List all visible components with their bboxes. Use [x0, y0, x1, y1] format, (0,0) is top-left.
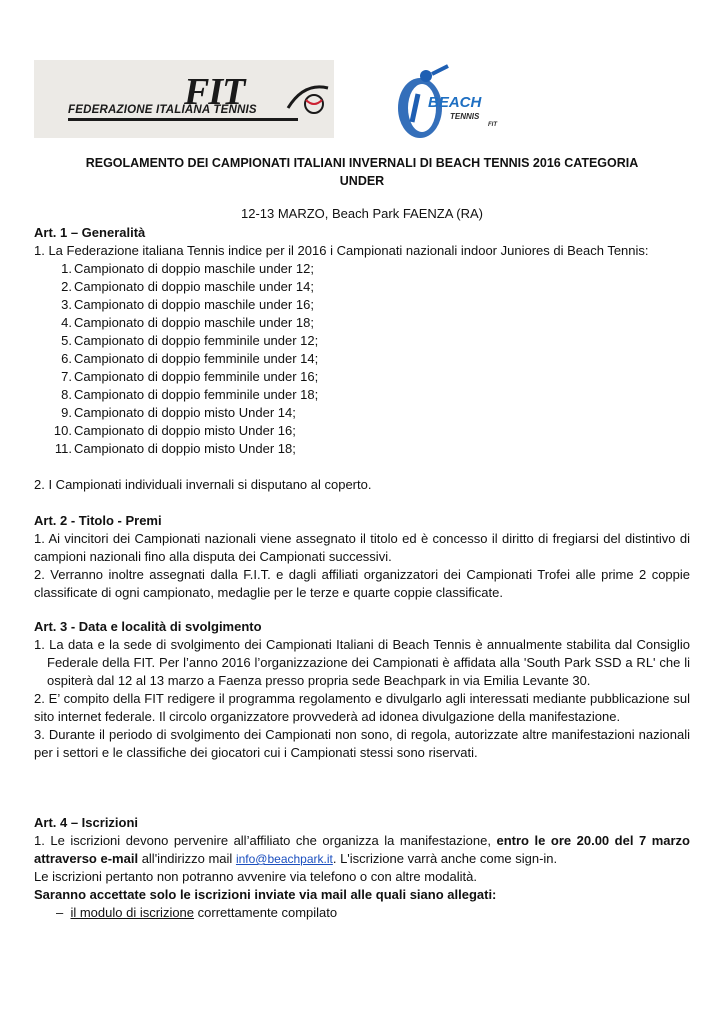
- list-item: [34, 422, 690, 440]
- article-3-heading: Art. 3 - Data e località di svolgimento: [34, 619, 262, 634]
- bullet-underlined-text: il modulo di iscrizione: [70, 905, 195, 920]
- list-item: [34, 314, 690, 332]
- article-4-p1-deadline: entro le ore 20.00 del 7 marzo attraverso e-mail: [34, 833, 690, 866]
- article-1-intro: 1. La Federazione italiana Tennis indice per il 2016 i Campionati nazionali indoor Juniores di Beach Tennis:: [34, 243, 649, 258]
- article-3-paragraph-2: 2. E’ compito della FIT redigere il programma regolamento e divulgarlo agli interessati mediante pubblicazione sul sito internet federale. Il circolo organizzatore provvederà ad idonea divulgazione della manifestazione.: [34, 691, 690, 724]
- article-1-heading: Art. 1 – Generalità: [34, 225, 146, 240]
- list-item: [34, 350, 690, 368]
- list-item-number: 5.: [61, 333, 72, 348]
- bullet-dash: –: [56, 905, 64, 920]
- list-item: [34, 368, 690, 386]
- article-3: [34, 618, 690, 762]
- list-item-text: Campionato di doppio maschile under 16;: [74, 297, 314, 312]
- beach-logo-line2: TENNIS: [450, 112, 480, 121]
- article-4-heading: Art. 4 – Iscrizioni: [34, 815, 139, 830]
- fit-logo: [34, 60, 334, 138]
- article-1-paragraph-2: 2. I Campionati individuali invernali si disputano al coperto.: [34, 477, 372, 492]
- bullet-text: correttamente compilato: [197, 905, 338, 920]
- list-item: [34, 440, 690, 458]
- list-item-number: 8.: [61, 387, 72, 402]
- list-item-text: Campionato di doppio femminile under 18;: [74, 387, 319, 402]
- article-4-paragraph-1: [34, 832, 690, 868]
- list-item-text: Campionato di doppio maschile under 18;: [74, 315, 314, 330]
- article-4: [34, 814, 690, 922]
- list-item: [34, 296, 690, 314]
- list-item-number: 2.: [61, 279, 72, 294]
- list-item-number: 6.: [61, 351, 72, 366]
- list-item-text: Campionato di doppio maschile under 12;: [74, 261, 314, 276]
- email-link[interactable]: info@beachpark.it: [235, 852, 333, 866]
- beach-logo-line3: FIT: [488, 122, 497, 128]
- article-4-p1-text-c: all'indirizzo mail: [141, 851, 233, 866]
- list-item-text: Campionato di doppio femminile under 12;: [74, 333, 319, 348]
- list-item: [34, 332, 690, 350]
- article-2-heading: Art. 2 - Titolo - Premi: [34, 513, 162, 528]
- beach-logo-line1: BEACH: [428, 94, 482, 111]
- list-item-number: 1.: [61, 261, 72, 276]
- list-item-text: Campionato di doppio maschile under 14;: [74, 279, 314, 294]
- title-line-1: REGOLAMENTO DEI CAMPIONATI ITALIANI INVERNALI DI BEACH TENNIS 2016 CATEGORIA: [85, 156, 639, 170]
- event-date-location: 12-13 MARZO, Beach Park FAENZA (RA): [240, 206, 484, 221]
- list-item: [34, 386, 690, 404]
- list-item: [34, 260, 690, 278]
- fit-logo-bar: [68, 118, 298, 121]
- attachment-bullet: [34, 904, 690, 922]
- list-item-number: 3.: [61, 297, 72, 312]
- list-item-text: Campionato di doppio misto Under 14;: [74, 405, 296, 420]
- tennis-ball-icon: [284, 78, 332, 120]
- article-4-paragraph-2: Le iscrizioni pertanto non potranno avvenire via telefono o con altre modalità.: [34, 869, 477, 884]
- championship-list: [34, 260, 690, 458]
- article-2: [34, 512, 690, 602]
- article-2-paragraph-2: 2. Verranno inoltre assegnati dalla F.I.T. e dagli affiliati organizzatori dei Campionati Trofei alle prime 2 coppie classificate di ogni campionato, medaglie per le terze e quarte coppie classificate.: [34, 567, 690, 600]
- article-4-p1-text-d: . L'iscrizione varrà anche come sign-in.: [332, 851, 558, 866]
- article-1: [34, 224, 690, 458]
- article-4-paragraph-3: Saranno accettate solo le iscrizioni inviate via mail alle quali siano allegati:: [34, 887, 497, 902]
- list-item: [34, 278, 690, 296]
- document-title: [34, 154, 690, 190]
- list-item: [34, 404, 690, 422]
- list-item-number: 11.: [54, 441, 72, 456]
- article-4-p1-text-a: 1. Le iscrizioni devono pervenire all’affiliato che organizza la manifestazione,: [34, 833, 491, 848]
- list-item-text: Campionato di doppio femminile under 16;: [74, 369, 319, 384]
- article-2-paragraph-1: 1. Ai vincitori dei Campionati nazionali viene assegnato il titolo ed è concesso il diritto di fregiarsi del distintivo di campioni nazionali fino alla disputa dei Campionati successivi.: [34, 531, 690, 564]
- fit-logo-name: FEDERAZIONE ITALIANA TENNIS: [68, 104, 257, 116]
- fit-logo-mark: FIT: [184, 71, 245, 113]
- list-item-number: 4.: [61, 315, 72, 330]
- list-item-text: Campionato di doppio misto Under 16;: [74, 423, 296, 438]
- list-item-number: 10.: [53, 423, 72, 438]
- article-3-paragraph-1: 1. La data e la sede di svolgimento dei Campionati Italiani di Beach Tennis è annualmente stabilita dal Consiglio Federale della FIT. Per l’anno 2016 l’organizzazione dei Campionati è affidata alla 'South Park SSD a RL' che li ospiterà dal 12 al 13 marzo a Faenza presso propria sede Beachpark in via Emilia Levante 30.: [34, 637, 690, 688]
- list-item-text: Campionato di doppio femminile under 14;: [74, 351, 319, 366]
- list-item-number: 7.: [61, 369, 72, 384]
- list-item-text: Campionato di doppio misto Under 18;: [74, 441, 296, 456]
- list-item-number: 9.: [61, 405, 72, 420]
- article-3-paragraph-3: 3. Durante il periodo di svolgimento dei Campionati non sono, di regola, autorizzate altre manifestazioni nazionali per i settori e le classifiche dei giocatori cui i Campionati stessi sono riservati.: [34, 727, 690, 760]
- title-line-2: UNDER: [339, 174, 385, 188]
- beach-tennis-logo: [392, 64, 512, 140]
